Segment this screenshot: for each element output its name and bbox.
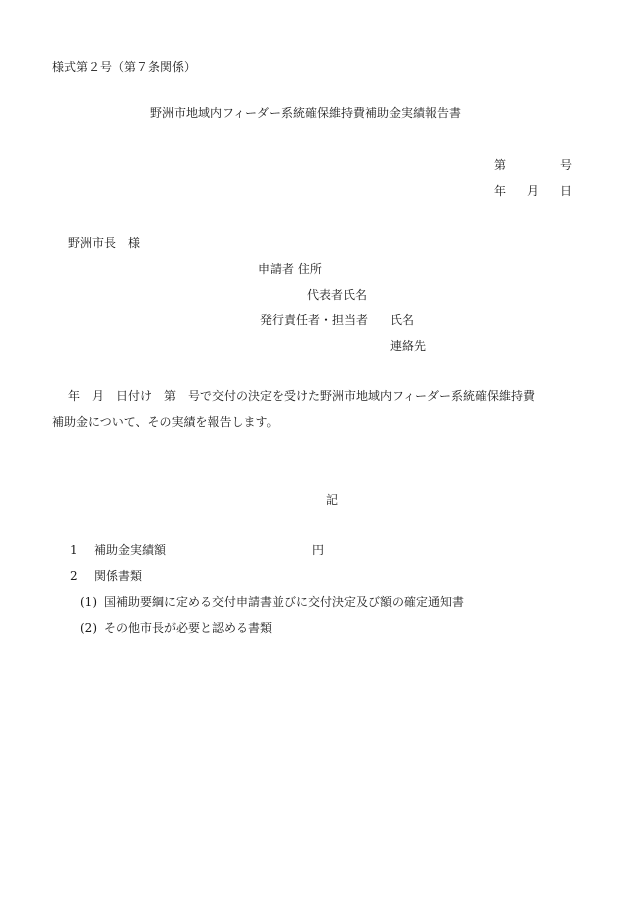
date-day: 日 <box>560 184 573 198</box>
item-1-number: 1 <box>70 543 78 557</box>
sub-item-1-number: (1) <box>80 595 97 609</box>
body-line-1: 年 月 日付け 第 号で交付の決定を受けた野洲市地域内フィーダー系統確保維持費 <box>68 389 536 403</box>
sub-item-2-text: その他市長が必要と認める書類 <box>104 621 273 635</box>
ki-heading: 記 <box>326 493 339 507</box>
item-1-unit: 円 <box>312 543 325 557</box>
responsible-person-label: 発行責任者・担当者 <box>260 313 369 327</box>
date-year: 年 <box>494 184 507 198</box>
contact-label: 連絡先 <box>390 339 427 353</box>
date-month: 月 <box>527 184 540 198</box>
body-line-2: 補助金について、その実績を報告します。 <box>52 415 279 429</box>
name-label: 氏名 <box>390 313 415 327</box>
applicant-address-label: 申請者 住所 <box>258 262 322 276</box>
item-2-label: 関係書類 <box>94 569 143 583</box>
form-label: 様式第２号（第７条関係） <box>52 60 197 74</box>
item-2-number: 2 <box>70 569 78 583</box>
sub-item-2-number: (2) <box>80 621 97 635</box>
sub-item-1-text: 国補助要綱に定める交付申請書並びに交付決定及び額の確定通知書 <box>104 595 465 609</box>
doc-number-go: 号 <box>560 158 573 172</box>
doc-number-dai: 第 <box>494 158 507 172</box>
addressee: 野洲市長 様 <box>68 236 141 250</box>
representative-name-label: 代表者氏名 <box>307 288 368 302</box>
document-title: 野洲市地域内フィーダー系統確保維持費補助金実績報告書 <box>150 106 462 120</box>
item-1-label: 補助金実績額 <box>94 543 167 557</box>
